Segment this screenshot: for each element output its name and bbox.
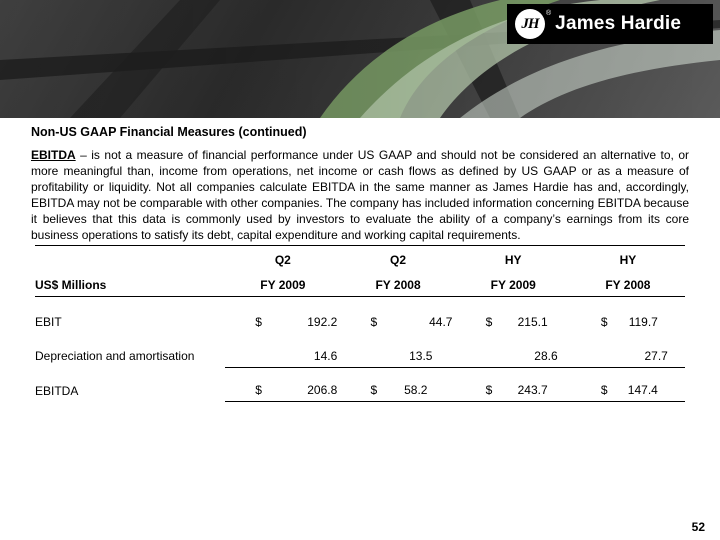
table-cell: 14.6 (225, 345, 340, 367)
column-year: FY 2009 (456, 274, 571, 297)
column-year: FY 2009 (225, 274, 340, 297)
table-row (35, 380, 685, 402)
column-year: FY 2008 (571, 274, 685, 297)
table-header-row-period (35, 246, 685, 275)
column-period: HY (504, 253, 522, 267)
spacer (35, 367, 685, 380)
table-cell: 13.5 (340, 345, 455, 367)
logo-text: James Hardie (555, 13, 682, 34)
table-cell: $ 215.1 (485, 315, 548, 329)
slide-title: Non-US GAAP Financial Measures (continued) (31, 125, 307, 139)
table-cell: $ 119.7 (600, 315, 658, 329)
table-cell: $ 44.7 (370, 315, 453, 329)
table-cell: $ 192.2 (255, 315, 338, 329)
row-label: EBIT (35, 315, 62, 329)
column-period: HY (619, 253, 637, 267)
column-period: Q2 (274, 253, 291, 267)
table-cell: 27.7 (571, 345, 685, 367)
units-label: US$ Millions (35, 274, 225, 297)
table-cell: $ 206.8 (225, 380, 340, 402)
spacer (35, 333, 685, 345)
table-cell: $ 243.7 (456, 380, 571, 402)
table-cell: 28.6 (456, 345, 571, 367)
table-cell: $ 58.2 (340, 380, 455, 402)
definition-text: – is not a measure of financial performance under US GAAP and should not be considered an alternative to, or more meaningful than, income from operations, net income or cash flows as defined by US GAAP or as a measure of profitability or liquidity. Not all companies calculate EBITDA in the same manner as James Hardie has and, accordingly, EBITDA may not be comparable with other companies. The company has included information concerning EBITDA because it believes that this data is commonly used by investors to evaluate the ability of a company’s earnings from its core business operations to satisfy its debt, capital expenditure and working capital requirements. (31, 148, 689, 242)
company-logo (507, 4, 713, 44)
table-header-row-year (35, 274, 685, 297)
table-row (35, 311, 685, 333)
header-banner (0, 0, 720, 118)
definition-term: EBITDA (31, 148, 76, 162)
row-label: Depreciation and amortisation (35, 349, 195, 363)
table-cell: $ 147.4 (571, 380, 685, 402)
column-year: FY 2008 (340, 274, 455, 297)
table-row (35, 345, 685, 367)
ebitda-definition (31, 147, 689, 243)
logo-registered-mark: ® (546, 10, 552, 17)
column-period: Q2 (390, 253, 407, 267)
logo-monogram-icon (515, 9, 545, 39)
logo-monogram: JH (521, 15, 539, 32)
header-blank (35, 246, 225, 275)
row-label: EBITDA (35, 383, 79, 398)
ebitda-table (35, 245, 685, 402)
spacer (35, 297, 685, 312)
page-number: 52 (691, 520, 705, 534)
